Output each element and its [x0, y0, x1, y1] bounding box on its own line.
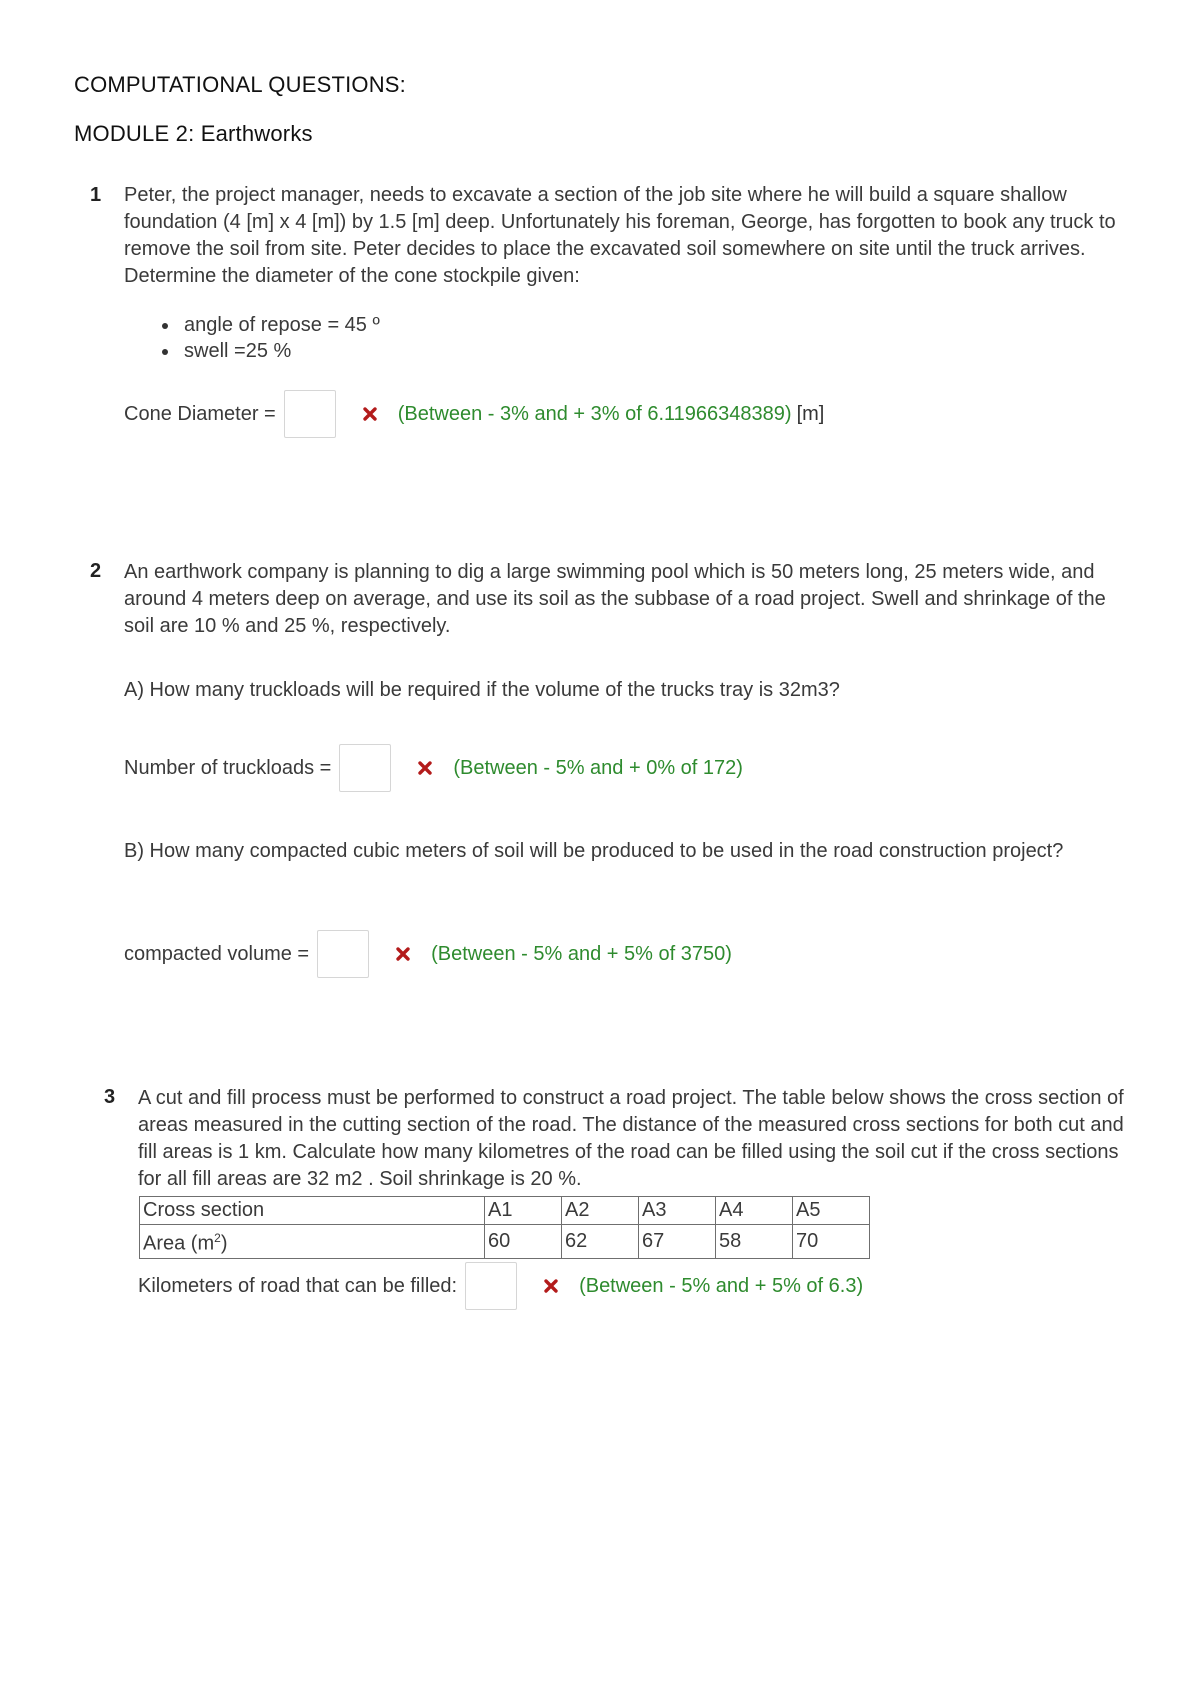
question-1-text: Peter, the project manager, needs to excavate a section of the job site where he will build a square shallow foundation (4 [m] x 4 [m]) by 1.5 [m] deep. Unfortunately his foreman, George, has forgotten to book any truck to remove the soil from site. Peter decides to place the excavated soil somewhere on site until the truck arrives. Determine the diameter of the cone stockpile given:: [124, 184, 1116, 287]
question-2-number: 2: [90, 560, 102, 582]
question-3-number: 3: [104, 1086, 116, 1108]
question-2-part-a: A) How many truckloads will be required if the volume of the trucks tray is 32m3?: [124, 679, 840, 701]
table-cell: 58: [716, 1225, 793, 1259]
truckloads-label: Number of truckloads =: [124, 756, 332, 779]
cross-icon: [395, 946, 411, 962]
answer-row-km-filled: [138, 1262, 863, 1310]
cross-icon: [543, 1278, 559, 1294]
question-2-text: An earthwork company is planning to dig a large swimming pool which is 50 meters long, 25 meters wide, and around 4 meters deep on average, and use its soil as the subbase of a road project. Swell and shrinkage of the soil are 10 % and 25 %, respectively.: [124, 561, 1106, 637]
km-filled-input[interactable]: [465, 1262, 517, 1310]
answer-row-compacted-volume: [124, 930, 732, 978]
question-2-part-b: B) How many compacted cubic meters of soil will be produced to be used in the road construction project?: [124, 840, 1064, 862]
table-cell: A3: [639, 1197, 716, 1225]
cone-diameter-input[interactable]: [284, 390, 336, 438]
module-title: MODULE 2: Earthworks: [74, 121, 313, 146]
table-cell: A5: [793, 1197, 870, 1225]
given-item-swell: swell =25 %: [160, 338, 380, 364]
compacted-volume-label: compacted volume =: [124, 942, 310, 965]
compacted-volume-feedback: (Between - 5% and + 5% of 3750): [431, 942, 732, 965]
table-cell: A4: [716, 1197, 793, 1225]
question-1-number: 1: [90, 184, 102, 206]
km-filled-label: Kilometers of road that can be filled:: [138, 1274, 458, 1297]
table-cell: Cross section: [140, 1197, 485, 1225]
page-title: COMPUTATIONAL QUESTIONS:: [74, 72, 406, 97]
given-item-angle: angle of repose = 45 º: [160, 312, 380, 338]
answer-row-truckloads: [124, 744, 743, 792]
area-label-suffix: ): [220, 1232, 228, 1255]
question-1-given-list: [160, 312, 380, 364]
area-label-sup: 2: [214, 1231, 221, 1245]
truckloads-input[interactable]: [339, 744, 391, 792]
answer-row-cone-diameter: [124, 390, 824, 438]
compacted-volume-input[interactable]: [317, 930, 369, 978]
table-cell: A2: [562, 1197, 639, 1225]
table-cell: 60: [485, 1225, 562, 1259]
cone-diameter-feedback: (Between - 3% and + 3% of 6.11966348389): [397, 402, 792, 425]
table-cell: 62: [562, 1225, 639, 1259]
truckloads-feedback: (Between - 5% and + 0% of 172): [453, 756, 743, 779]
table-cell: 67: [639, 1225, 716, 1259]
cross-icon: [417, 760, 433, 776]
table-row: [140, 1197, 870, 1225]
cone-diameter-unit: [m]: [796, 402, 825, 425]
table-cell: 70: [793, 1225, 870, 1259]
km-filled-feedback: (Between - 5% and + 5% of 6.3): [579, 1274, 864, 1297]
table-cell: [140, 1225, 485, 1259]
cone-diameter-label: Cone Diameter =: [124, 402, 276, 425]
table-cell: A1: [485, 1197, 562, 1225]
cross-icon: [362, 406, 378, 422]
table-row: [140, 1225, 870, 1259]
cross-section-table: [139, 1196, 870, 1259]
area-label-prefix: Area (m: [143, 1232, 215, 1255]
question-3-text: A cut and fill process must be performed to construct a road project. The table below shows the cross section of areas measured in the cutting section of the road. The distance of the measured cross sections for both cut and fill areas is 1 km. Calculate how many kilometres of the road can be filled using the soil cut if the cross sections for all fill areas are 32 m2 . Soil shrinkage is 20 %.: [138, 1087, 1124, 1190]
